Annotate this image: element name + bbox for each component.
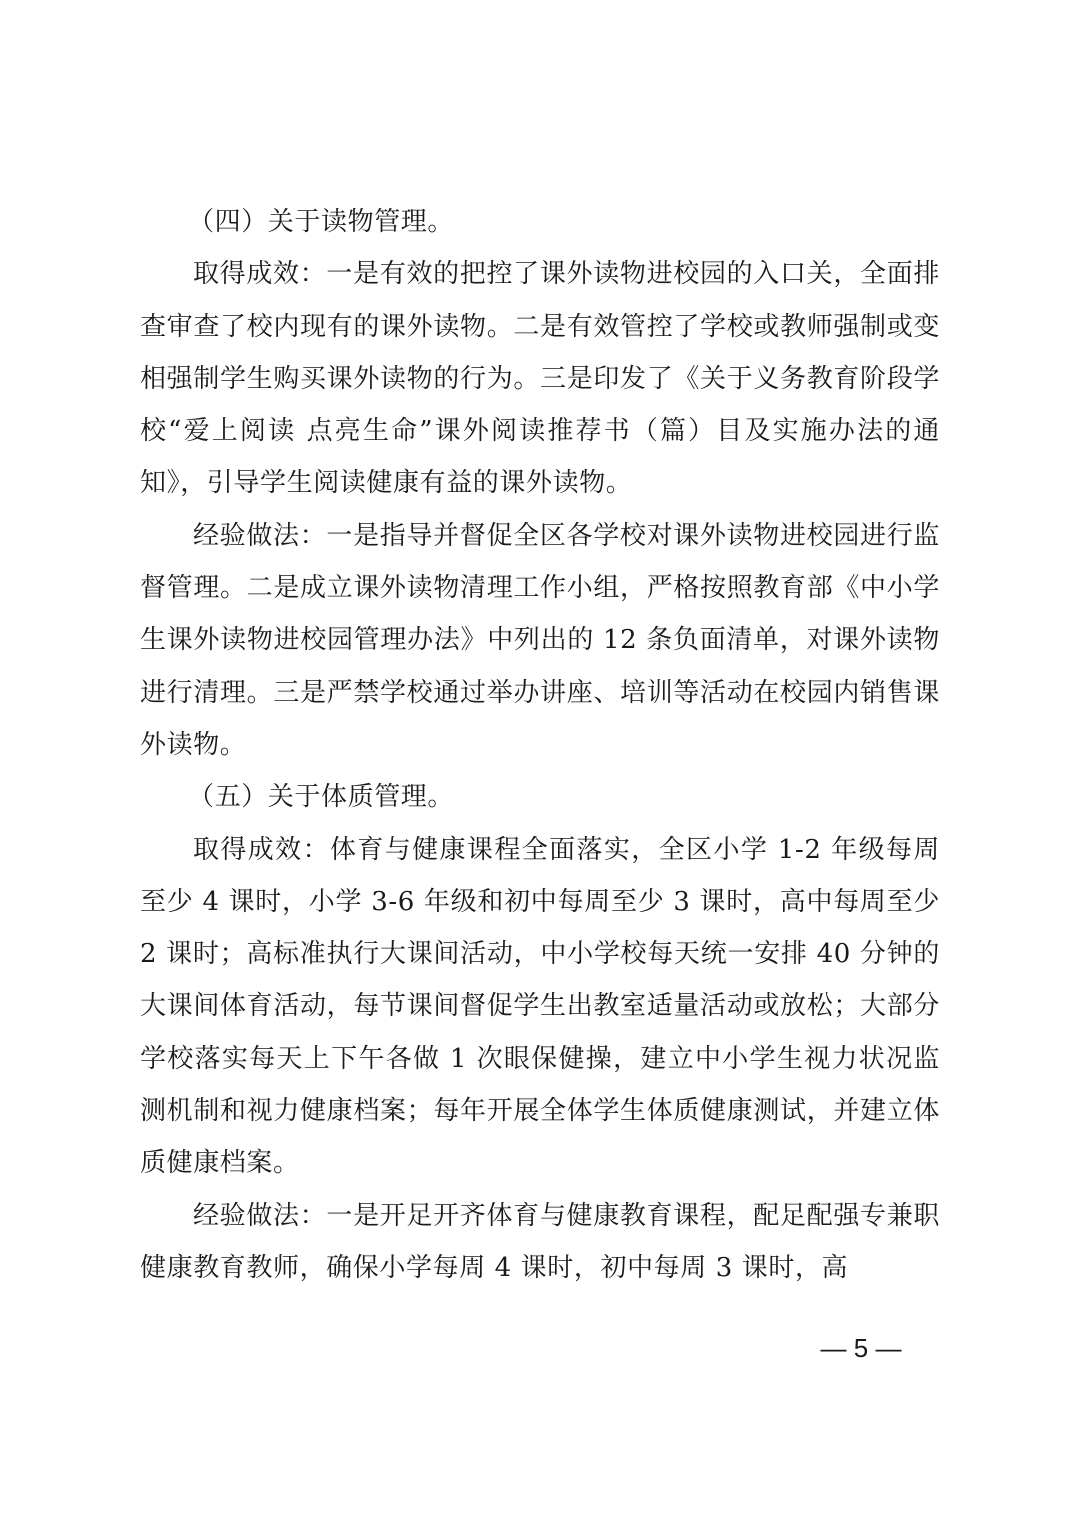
section-heading-physique-management: （五）关于体质管理。 bbox=[188, 782, 455, 813]
paragraph-physique-practices: 经验做法：一是开足开齐体育与健康教育课程，配足配强专兼职健康教育教师，确保小学每周 4 课时，初中每周 3 课时，高 bbox=[140, 1200, 940, 1283]
paragraph-reading-results: 取得成效：一是有效的把控了课外读物进校园的入口关，全面排查审查了校内现有的课外读物。二是有效管控了学校或教师强制或变相强制学生购买课外读物的行为。三是印发了《关于义务教育阶段学校“爱上阅读 点亮生命”课外阅读推荐书（篇）目及实施办法的通知》，引导学生阅读健康有益的课外读物。 bbox=[140, 259, 940, 499]
paragraph-physique-results: 取得成效：体育与健康课程全面落实，全区小学 1-2 年级每周至少 4 课时，小学 3-6 年级和初中每周至少 3 课时，高中每周至少 2 课时；高标准执行大课间活动，中小学校每天统一安排 40 分钟的大课间体育活动，每节课间督促学生出教室适量活动或放松；大部分学校落实每天上下午各做 1 次眼保健操，建立中小学生视力状况监测机制和视力健康档案；每年开展全体学生体质健康测试，并建立体质健康档案。 bbox=[140, 834, 940, 1179]
paragraph-reading-practices: 经验做法：一是指导并督促全区各学校对课外读物进校园进行监督管理。二是成立课外读物清理工作小组，严格按照教育部《中小学生课外读物进校园管理办法》中列出的 12 条负面清单，对课外读物进行清理。三是严禁学校通过举办讲座、培训等活动在校园内销售课外读物。 bbox=[140, 520, 940, 760]
body-text bbox=[140, 196, 940, 1294]
section-heading-reading-management: （四）关于读物管理。 bbox=[188, 207, 455, 237]
page-number: — 5 — bbox=[820, 1333, 902, 1363]
